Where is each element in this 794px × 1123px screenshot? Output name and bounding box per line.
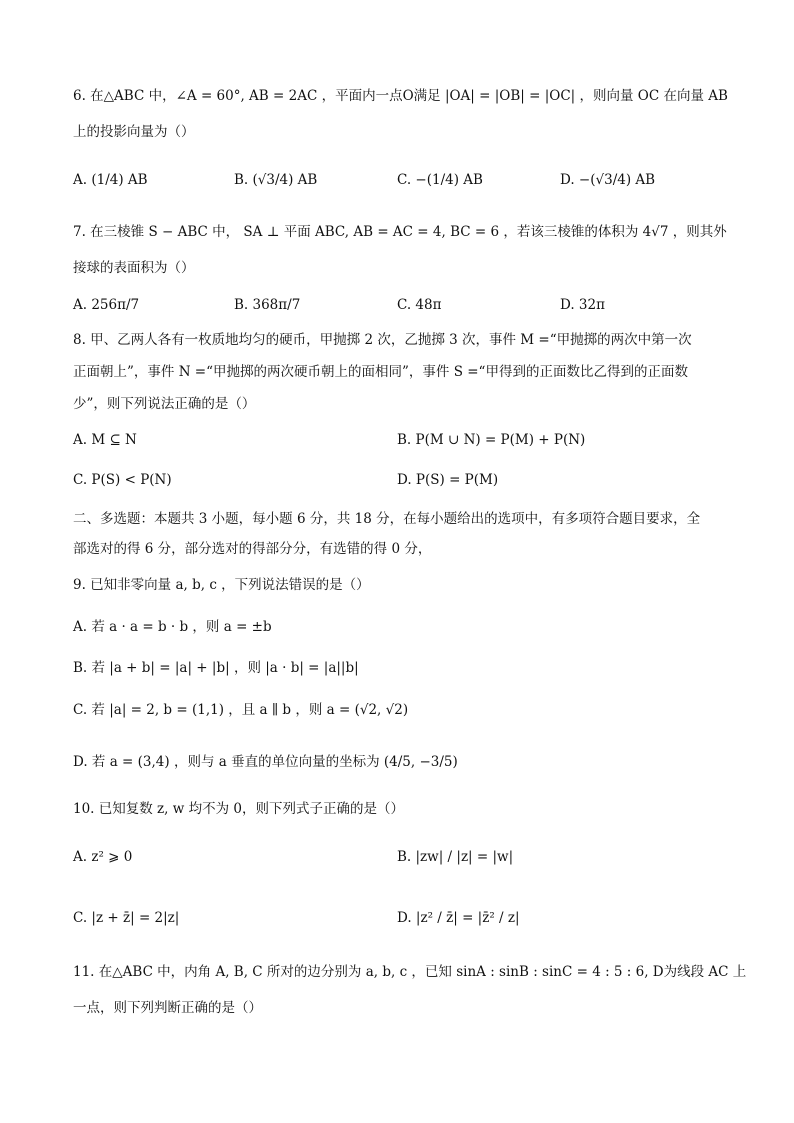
q8-option-c: C. P(S) < P(N) <box>73 472 172 488</box>
q9-option-c: C. 若 |a| = 2, b = (1,1) ，且 a ∥ b ，则 a = (√2, √2) <box>73 702 409 718</box>
q11-stem-line1: 11. 在△ABC 中，内角 A, B, C 所对的边分别为 a, b, c ，已知 sinA : sinB : sinC = 4 : 5 : 6, D为线段 AC 上 <box>73 964 747 980</box>
q7-option-c: C. 48π <box>397 297 442 313</box>
q10-option-a: A. z² ⩾ 0 <box>73 849 133 865</box>
q7-option-d: D. 32π <box>560 297 605 313</box>
q8-option-d: D. P(S) = P(M) <box>397 472 499 488</box>
q8-stem-line1: 8. 甲、乙两人各有一枚质地均匀的硬币，甲抛掷 2 次，乙抛掷 3 次，事件 M =“甲抛掷的两次中第一次 <box>73 332 692 348</box>
q9-stem: 9. 已知非零向量 a, b, c ，下列说法错误的是（） <box>73 577 370 593</box>
q6-option-a: A. (1/4) AB <box>73 172 148 188</box>
q6-option-b: B. (√3/4) AB <box>234 172 318 188</box>
q8-option-a: A. M ⊆ N <box>73 432 137 448</box>
q6-stem-line2: 上的投影向量为（） <box>73 124 195 140</box>
q8-stem-line2: 正面朝上”，事件 N =“甲抛掷的两次硬币朝上的面相同”，事件 S =“甲得到的正面数比乙得到的正面数 <box>73 364 688 380</box>
q10-option-c: C. |z + z̄| = 2|z| <box>73 910 180 926</box>
q7-option-b: B. 368π/7 <box>234 297 301 313</box>
q11-stem-line2: 一点，则下列判断正确的是（） <box>73 1000 262 1016</box>
q10-option-d: D. |z² / z̄| = |z̄² / z| <box>397 910 520 926</box>
q7-option-a: A. 256π/7 <box>73 297 140 313</box>
q6-option-d: D. −(√3/4) AB <box>560 172 656 188</box>
q10-stem: 10. 已知复数 z, w 均不为 0，则下列式子正确的是（） <box>73 801 404 817</box>
q8-stem-line3: 少”，则下列说法正确的是（） <box>73 396 256 412</box>
section2-intro-line1: 二、多选题：本题共 3 小题，每小题 6 分，共 18 分，在每小题给出的选项中，有多项符合题目要求，全 <box>73 511 701 527</box>
q7-stem-line2: 接球的表面积为（） <box>73 260 195 276</box>
q9-option-a: A. 若 a · a = b · b ，则 a = ±b <box>73 619 272 635</box>
q9-option-b: B. 若 |a + b| = |a| + |b| ，则 |a · b| = |a||b| <box>73 660 359 676</box>
q6-stem-line1: 6. 在△ABC 中，∠A = 60°, AB = 2AC ，平面内一点O满足 |OA| = |OB| = |OC| ，则向量 OC 在向量 AB <box>73 88 728 104</box>
q8-option-b: B. P(M ∪ N) = P(M) + P(N) <box>397 432 586 448</box>
q7-stem-line1: 7. 在三棱锥 S − ABC 中， SA ⊥ 平面 ABC, AB = AC = 4, BC = 6 ，若该三棱锥的体积为 4√7 ，则其外 <box>73 224 727 240</box>
section2-intro-line2: 部选对的得 6 分，部分选对的得部分分，有选错的得 0 分， <box>73 541 432 557</box>
q10-option-b: B. |zw| / |z| = |w| <box>397 849 514 865</box>
q6-option-c: C. −(1/4) AB <box>397 172 483 188</box>
q9-option-d: D. 若 a = (3,4) ，则与 a 垂直的单位向量的坐标为 (4/5, −3/5) <box>73 754 458 770</box>
